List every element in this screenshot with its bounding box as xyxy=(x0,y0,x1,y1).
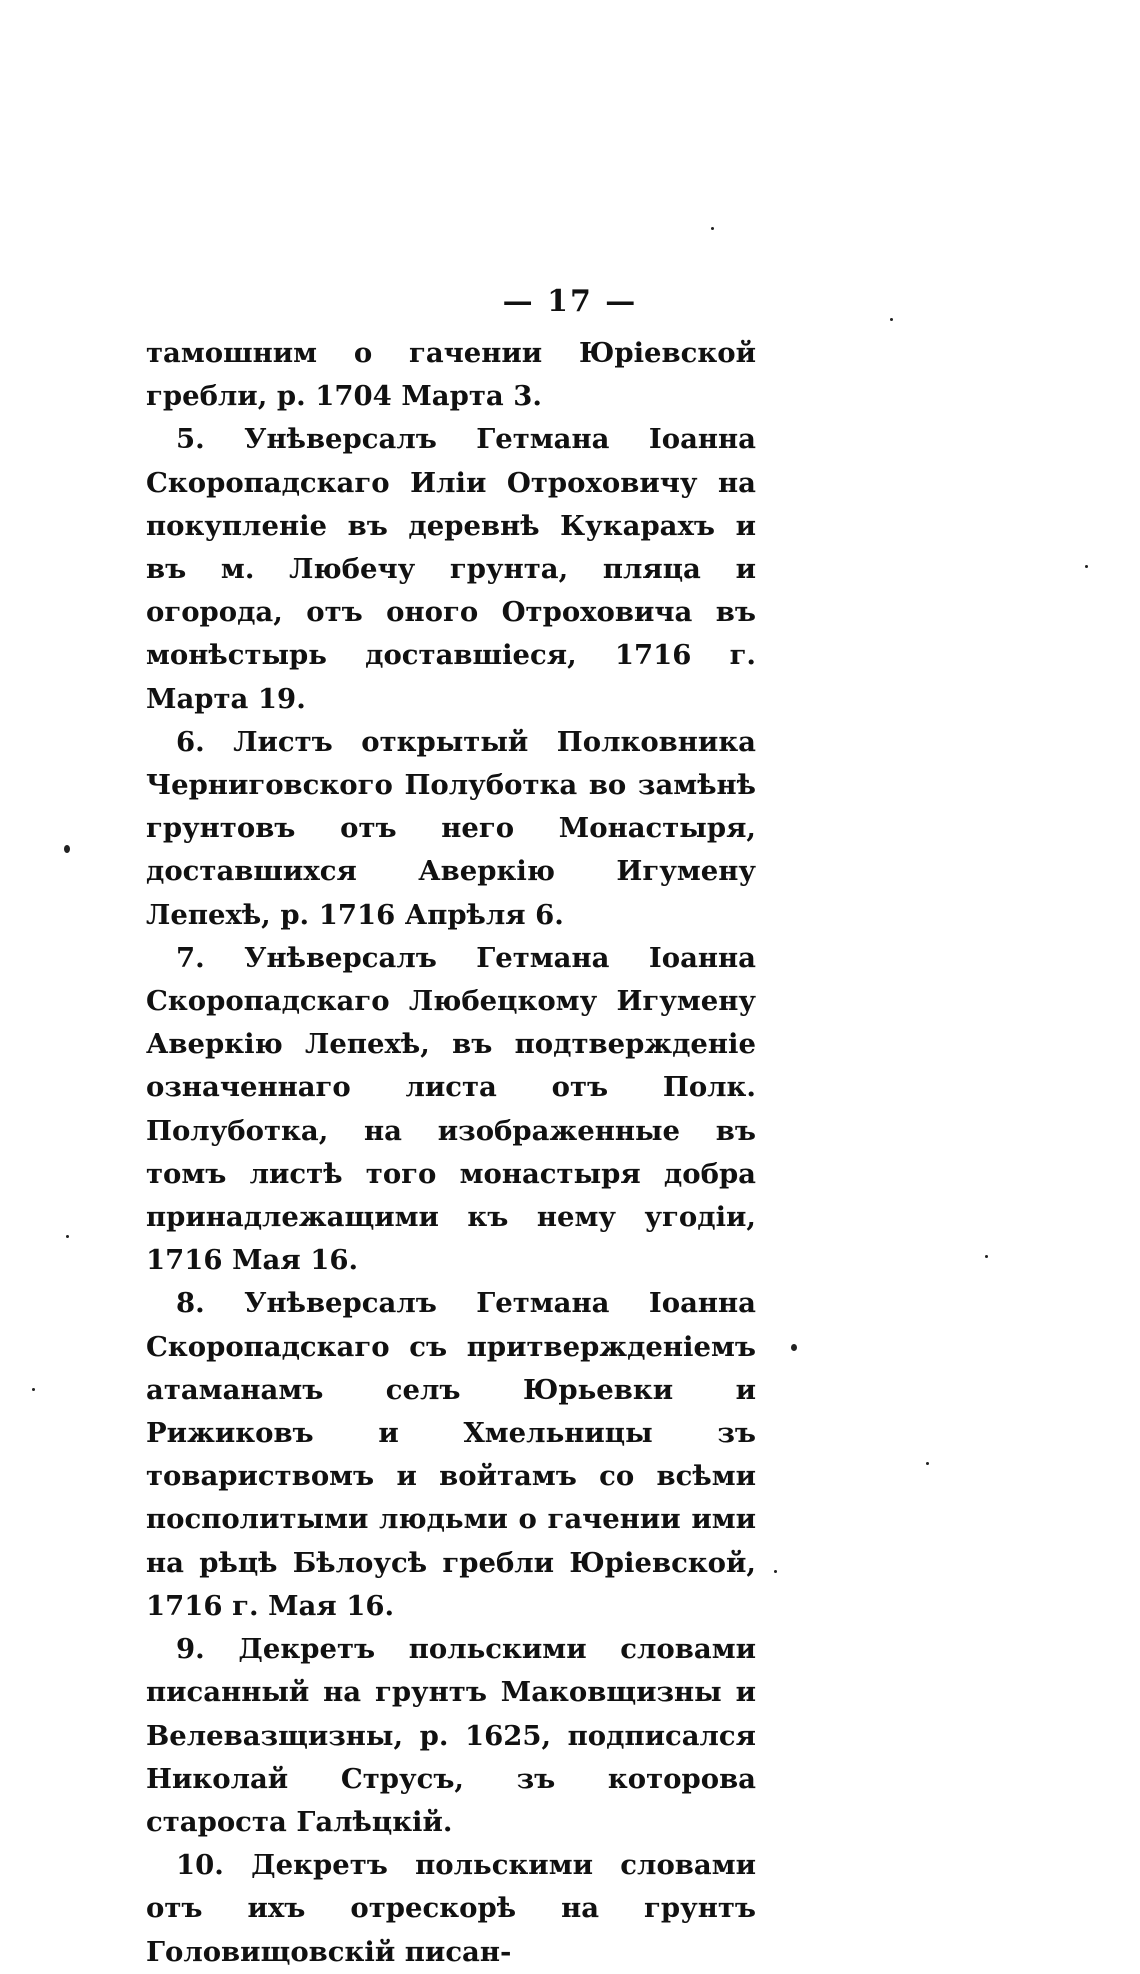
paragraph-continuation: тамошним о гачении Юріевской гребли, р. 1704 Марта 3. xyxy=(146,337,756,413)
page-number: — 17 — xyxy=(502,284,638,319)
paragraph-item-10: 10. Декретъ польскими словами отъ ихъ отрескорѣ на грунтъ Головищовскій писан- xyxy=(146,1849,756,1968)
paragraph-item-6: 6. Листъ открытый Полковника Черниговского Полуботка во замѣнѣ грунтовъ отъ него Монастыря, доставшихся Аверкію Игумену Лепехѣ, р. 1716 Апрѣля 6. xyxy=(146,725,756,931)
paragraph-item-8: 8. Унѣверсалъ Гетмана Іоанна Скоропадскаго съ притвержденіемъ атаманамъ селъ Юрьевки и Рижиковъ и Хмельницы зъ товариствомъ и войтамъ со всѣми посполитыми людьми о гачении ими на рѣцѣ Бѣлоусѣ гребли Юріевской, 1716 г. Мая 16. xyxy=(146,1287,756,1622)
scan-speck xyxy=(985,1255,988,1258)
scan-speck xyxy=(66,1235,69,1238)
paragraph-item-5: 5. Унѣверсалъ Гетмана Іоанна Скоропадскаго Иліи Отроховичу на покупленіе въ деревнѣ Кукарахъ и въ м. Любечу грунта, пляца и огорода, отъ оного Отроховича въ монѣстырь доставшіеся, 1716 г. Марта 19. xyxy=(146,423,756,715)
scan-speck xyxy=(774,1570,777,1573)
scan-speck xyxy=(926,1462,929,1465)
scan-speck xyxy=(711,227,714,230)
scan-speck xyxy=(64,845,70,853)
scan-speck xyxy=(1085,565,1088,568)
page-body xyxy=(146,332,756,1974)
paragraph-item-9: 9. Декретъ польскими словами писанный на грунтъ Маковщизны и Велевазщизны, р. 1625, подписался Николай Струсъ, зъ которова староста Галѣцкій. xyxy=(146,1633,756,1838)
scan-speck xyxy=(890,318,893,321)
scan-speck xyxy=(791,1344,797,1351)
paragraph-item-7: 7. Унѣверсалъ Гетмана Іоанна Скоропадскаго Любецкому Игумену Аверкію Лепехѣ, въ подтвержденіе означеннаго листа отъ Полк. Полуботка, на изображенные въ томъ листѣ того монастыря добра принадлежащими къ нему угодіи, 1716 Мая 16. xyxy=(146,941,756,1277)
scan-speck xyxy=(32,1388,35,1391)
